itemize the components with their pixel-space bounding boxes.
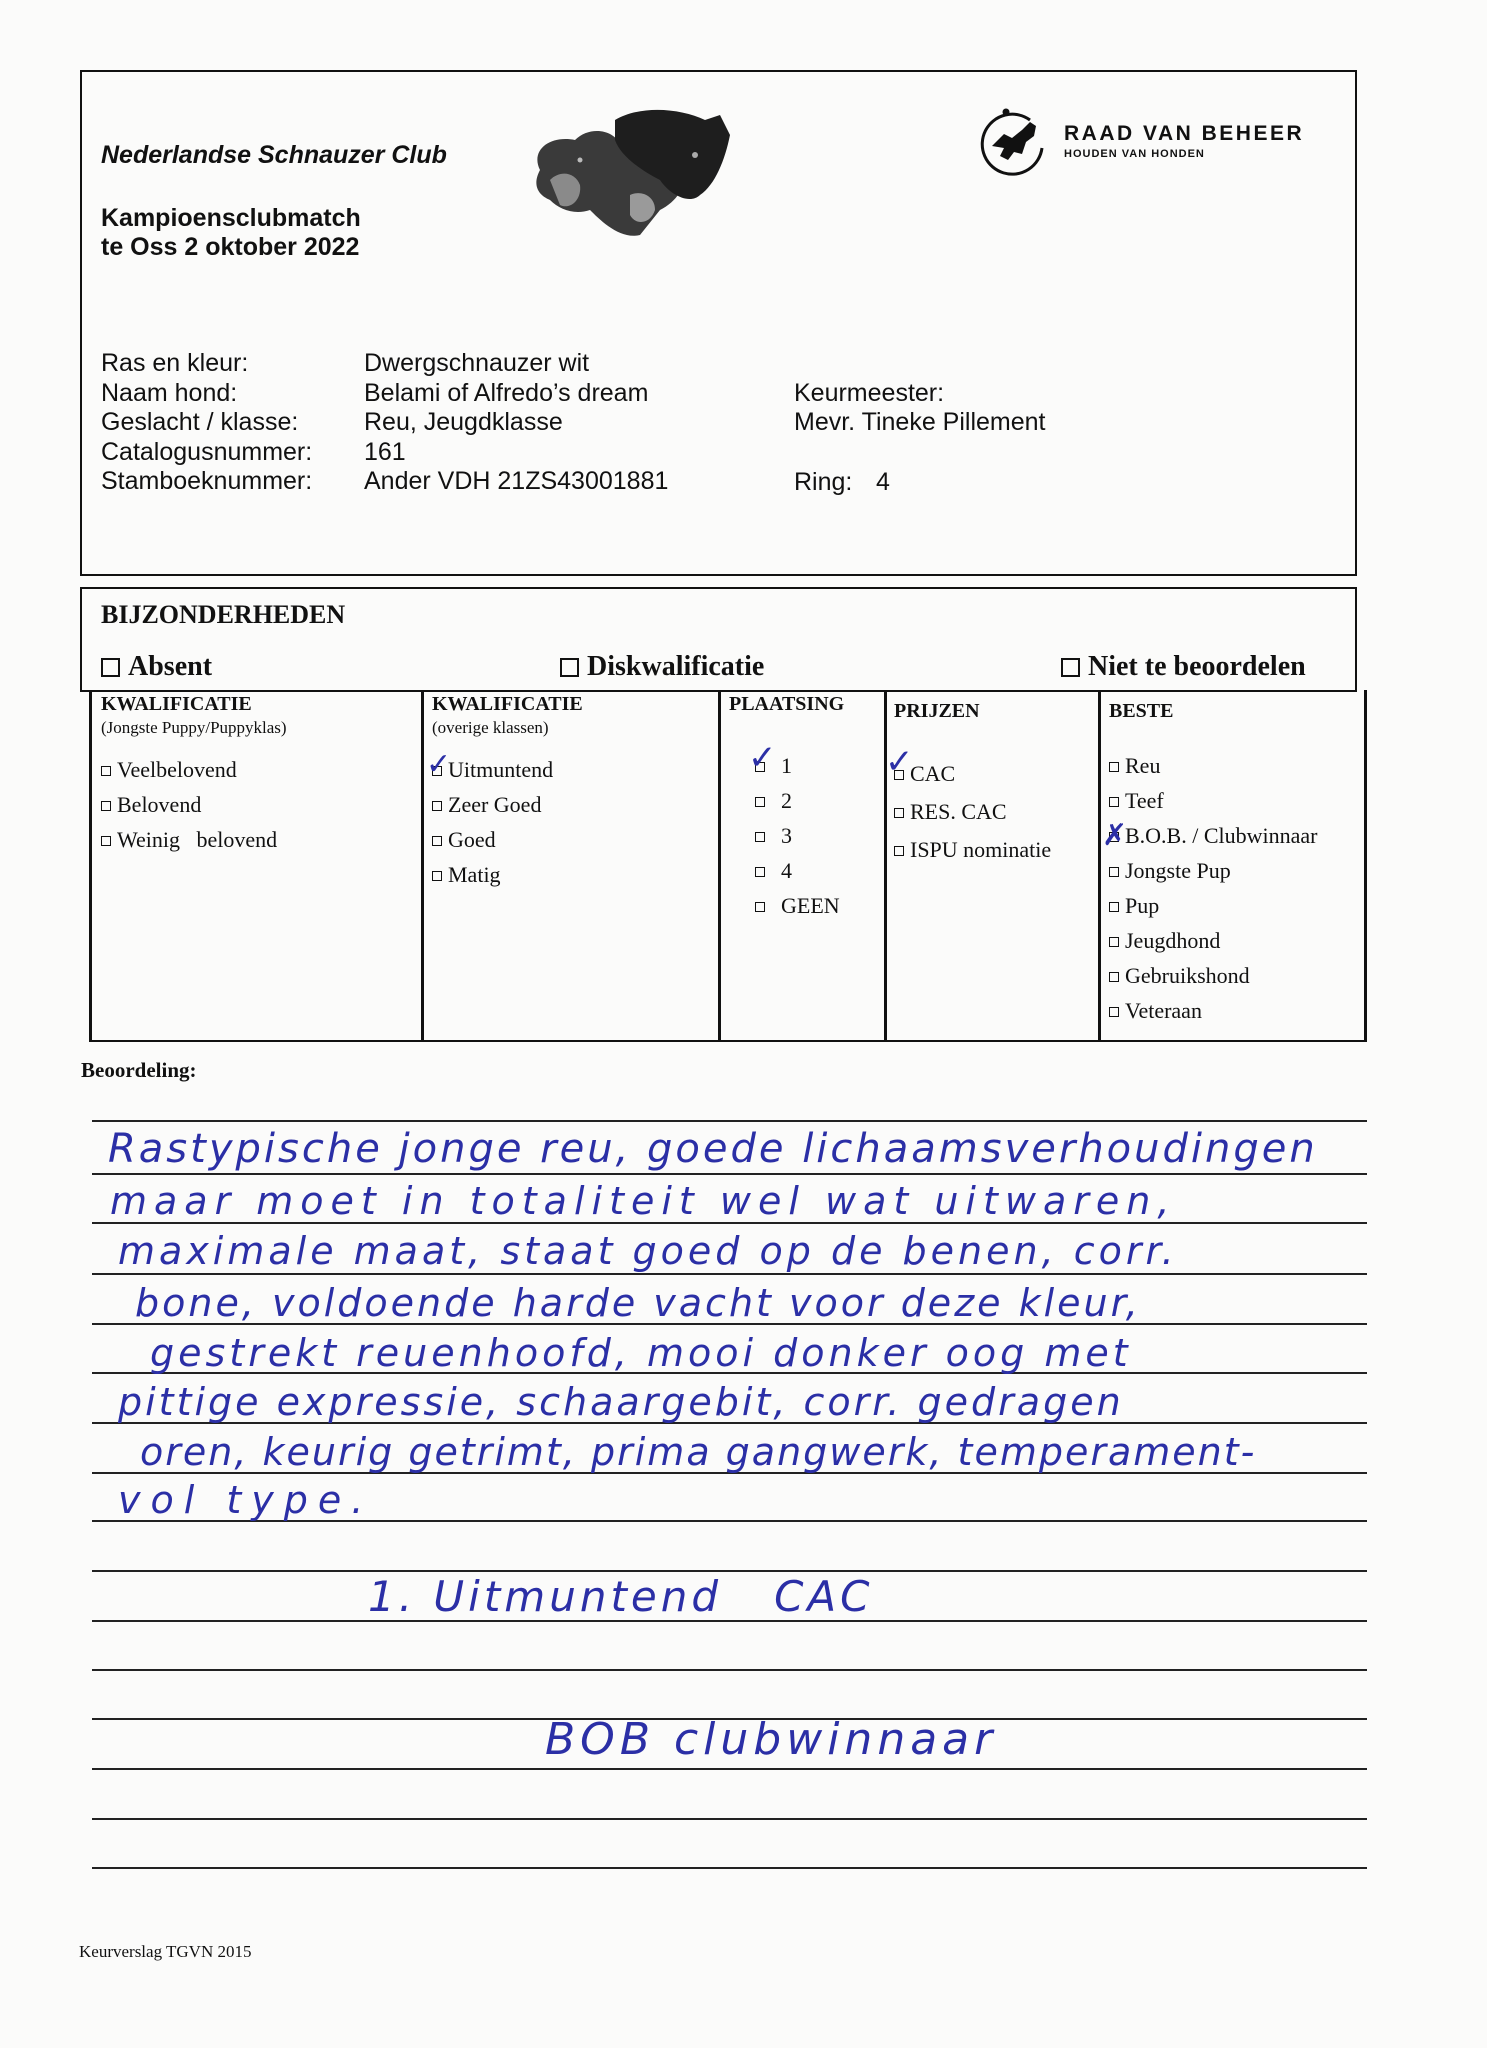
- option-weinig-belovend[interactable]: [101, 822, 277, 857]
- event-line-2: te Oss 2 oktober 2022: [101, 233, 360, 261]
- label-naam: Naam hond:: [101, 378, 238, 407]
- option-reu[interactable]: [1109, 748, 1318, 783]
- kwal1-options: [101, 752, 277, 857]
- judge-name: Mevr. Tineke Pillement: [794, 408, 1046, 436]
- checkbox[interactable]: [1109, 902, 1119, 912]
- checkbox[interactable]: [432, 801, 442, 811]
- raad-van-beheer-subtitle: HOUDEN VAN HONDEN: [1064, 148, 1205, 160]
- option-label: 4: [781, 858, 792, 883]
- option-label: Belovend: [117, 792, 202, 817]
- handwritten-line-6: pittige expressie, schaargebit, corr. gedragen: [118, 1380, 1124, 1424]
- diskwalificatie-checkbox[interactable]: [560, 658, 579, 677]
- option-pup[interactable]: [1109, 888, 1318, 923]
- option-label: Matig: [448, 862, 501, 887]
- option-label: ISPU nominatie: [910, 837, 1052, 862]
- judge-label: Keurmeester:: [794, 379, 945, 407]
- kwal1-title: KWALIFICATIE: [101, 693, 252, 715]
- option-teef[interactable]: [1109, 783, 1318, 818]
- bijzonderheden-title: BIJZONDERHEDEN: [101, 600, 346, 629]
- label-stamboek: Stamboeknummer:: [101, 467, 313, 495]
- form-footer: Keurverslag TGVN 2015: [79, 1942, 252, 1961]
- info-values: [364, 349, 668, 497]
- handwritten-line-8: vol type.: [118, 1478, 374, 1522]
- absent-checkbox[interactable]: [101, 658, 120, 677]
- option-label: Teef: [1125, 788, 1164, 813]
- option-label: Veelbelovend: [117, 757, 237, 782]
- handwritten-result: 1. Uitmuntend CAC: [368, 1572, 874, 1621]
- beoordeling-label: Beoordeling:: [81, 1058, 197, 1082]
- niet-beoordelen-option[interactable]: [1061, 651, 1306, 683]
- absent-label: Absent: [128, 651, 213, 682]
- kwal2-subtitle: (overige klassen): [432, 718, 549, 737]
- kwal2-title: KWALIFICATIE: [432, 693, 583, 715]
- option-label: Weinig belovend: [117, 827, 278, 852]
- raad-van-beheer-logo-icon: [978, 108, 1050, 178]
- option-label: Reu: [1125, 753, 1161, 778]
- diskwalificatie-option[interactable]: [560, 651, 764, 683]
- kwal1-subtitle: (Jongste Puppy/Puppyklas): [101, 718, 287, 737]
- option-label: CAC: [910, 761, 956, 786]
- checkbox[interactable]: [894, 808, 904, 818]
- ring-label: Ring:: [794, 468, 853, 496]
- value-ras: Dwergschnauzer wit: [364, 349, 590, 377]
- value-catalogus: 161: [364, 437, 406, 466]
- label-geslacht: Geslacht / klasse:: [101, 408, 299, 436]
- option-ispu[interactable]: [894, 831, 1051, 869]
- option-res-cac[interactable]: [894, 793, 1051, 831]
- handwritten-line-7: oren, keurig getrimt, prima gangwerk, temperament-: [140, 1430, 1257, 1474]
- niet-beoordelen-label: Niet te beoordelen: [1088, 651, 1306, 682]
- option-jeugdhond[interactable]: [1109, 923, 1318, 958]
- club-name: Nederlandse Schnauzer Club: [101, 141, 447, 169]
- option-belovend[interactable]: [101, 787, 277, 822]
- event-line-1: Kampioensclubmatch: [101, 204, 361, 232]
- option-2[interactable]: [755, 783, 840, 818]
- option-label: Jeugdhond: [1125, 928, 1221, 953]
- checkbox[interactable]: [1109, 797, 1119, 807]
- checkbox[interactable]: [755, 867, 765, 877]
- option-goed[interactable]: [432, 822, 553, 857]
- check-mark-cac: ✓: [885, 742, 914, 782]
- option-matig[interactable]: [432, 857, 553, 892]
- prijzen-options: [894, 755, 1051, 869]
- checkbox[interactable]: [755, 902, 765, 912]
- option-label: 3: [781, 823, 792, 848]
- option-gebruikshond[interactable]: [1109, 958, 1318, 993]
- option-label: B.O.B. / Clubwinnaar: [1125, 823, 1318, 848]
- option-label: 1: [781, 753, 792, 778]
- option-4[interactable]: [755, 853, 840, 888]
- check-mark-1: ✓: [748, 738, 777, 778]
- checkbox[interactable]: [101, 766, 111, 776]
- option-label: RES. CAC: [910, 799, 1007, 824]
- option-cac[interactable]: [894, 755, 1051, 793]
- checkbox[interactable]: [1109, 1007, 1119, 1017]
- option-label: GEEN: [781, 893, 840, 918]
- checkbox[interactable]: [755, 797, 765, 807]
- absent-option[interactable]: [101, 651, 212, 683]
- value-geslacht: Reu, Jeugdklasse: [364, 408, 563, 436]
- checkbox[interactable]: [1109, 762, 1119, 772]
- value-stamboek: Ander VDH 21ZS43001881: [364, 467, 669, 495]
- option-veteraan[interactable]: [1109, 993, 1318, 1028]
- prijzen-title: PRIJZEN: [894, 700, 980, 722]
- option-label: 2: [781, 788, 792, 813]
- checkbox[interactable]: [1109, 867, 1119, 877]
- checkbox[interactable]: [755, 832, 765, 842]
- handwritten-bob: BOB clubwinnaar: [545, 1714, 998, 1765]
- checkbox[interactable]: [101, 801, 111, 811]
- checkbox[interactable]: [101, 836, 111, 846]
- option-label: Gebruikshond: [1125, 963, 1250, 988]
- checkbox[interactable]: [1109, 972, 1119, 982]
- option-geen[interactable]: [755, 888, 840, 923]
- label-ras: Ras en kleur:: [101, 349, 249, 377]
- schnauzer-heads-illustration: [520, 100, 735, 245]
- option-label: Jongste Pup: [1125, 858, 1231, 883]
- cross-mark-bob: ✗: [1102, 818, 1128, 853]
- option-zeer-goed[interactable]: [432, 787, 553, 822]
- option-label: Uitmuntend: [448, 757, 554, 782]
- checkbox[interactable]: [894, 846, 904, 856]
- checkbox[interactable]: [1109, 937, 1119, 947]
- raad-van-beheer-title: RAAD VAN BEHEER: [1064, 122, 1305, 145]
- ring-value: 4: [876, 468, 890, 496]
- info-labels: [101, 349, 312, 497]
- handwritten-line-5: gestrekt reuenhoofd, mooi donker oog met: [150, 1331, 1132, 1375]
- option-bob[interactable]: [1109, 818, 1318, 853]
- option-3[interactable]: [755, 818, 840, 853]
- value-naam: Belami of Alfredo’s dream: [364, 378, 649, 407]
- handwritten-line-1: Rastypische jonge reu, goede lichaamsverhoudingen: [108, 1126, 1318, 1172]
- option-label: Pup: [1125, 893, 1160, 918]
- checkbox[interactable]: [432, 871, 442, 881]
- plaatsing-title: PLAATSING: [729, 693, 845, 715]
- option-label: Goed: [448, 827, 496, 852]
- handwritten-line-4: bone, voldoende harde vacht voor deze kleur,: [135, 1281, 1141, 1325]
- label-catalogus: Catalogusnummer:: [101, 437, 313, 466]
- option-label: Veteraan: [1125, 998, 1202, 1023]
- niet-beoordelen-checkbox[interactable]: [1061, 658, 1080, 677]
- option-label: Zeer Goed: [448, 792, 542, 817]
- handwritten-line-2: maar moet in totaliteit wel wat uitwaren,: [110, 1179, 1177, 1223]
- diskwalificatie-label: Diskwalificatie: [587, 651, 765, 682]
- checkbox[interactable]: [432, 836, 442, 846]
- option-jongste-pup[interactable]: [1109, 853, 1318, 888]
- beste-title: BESTE: [1109, 700, 1174, 722]
- option-veelbelovend[interactable]: [101, 752, 277, 787]
- handwritten-line-3: maximale maat, staat goed op de benen, corr.: [118, 1229, 1178, 1273]
- beste-options: [1109, 748, 1318, 1028]
- check-mark-uitmuntend: ✓: [426, 747, 452, 782]
